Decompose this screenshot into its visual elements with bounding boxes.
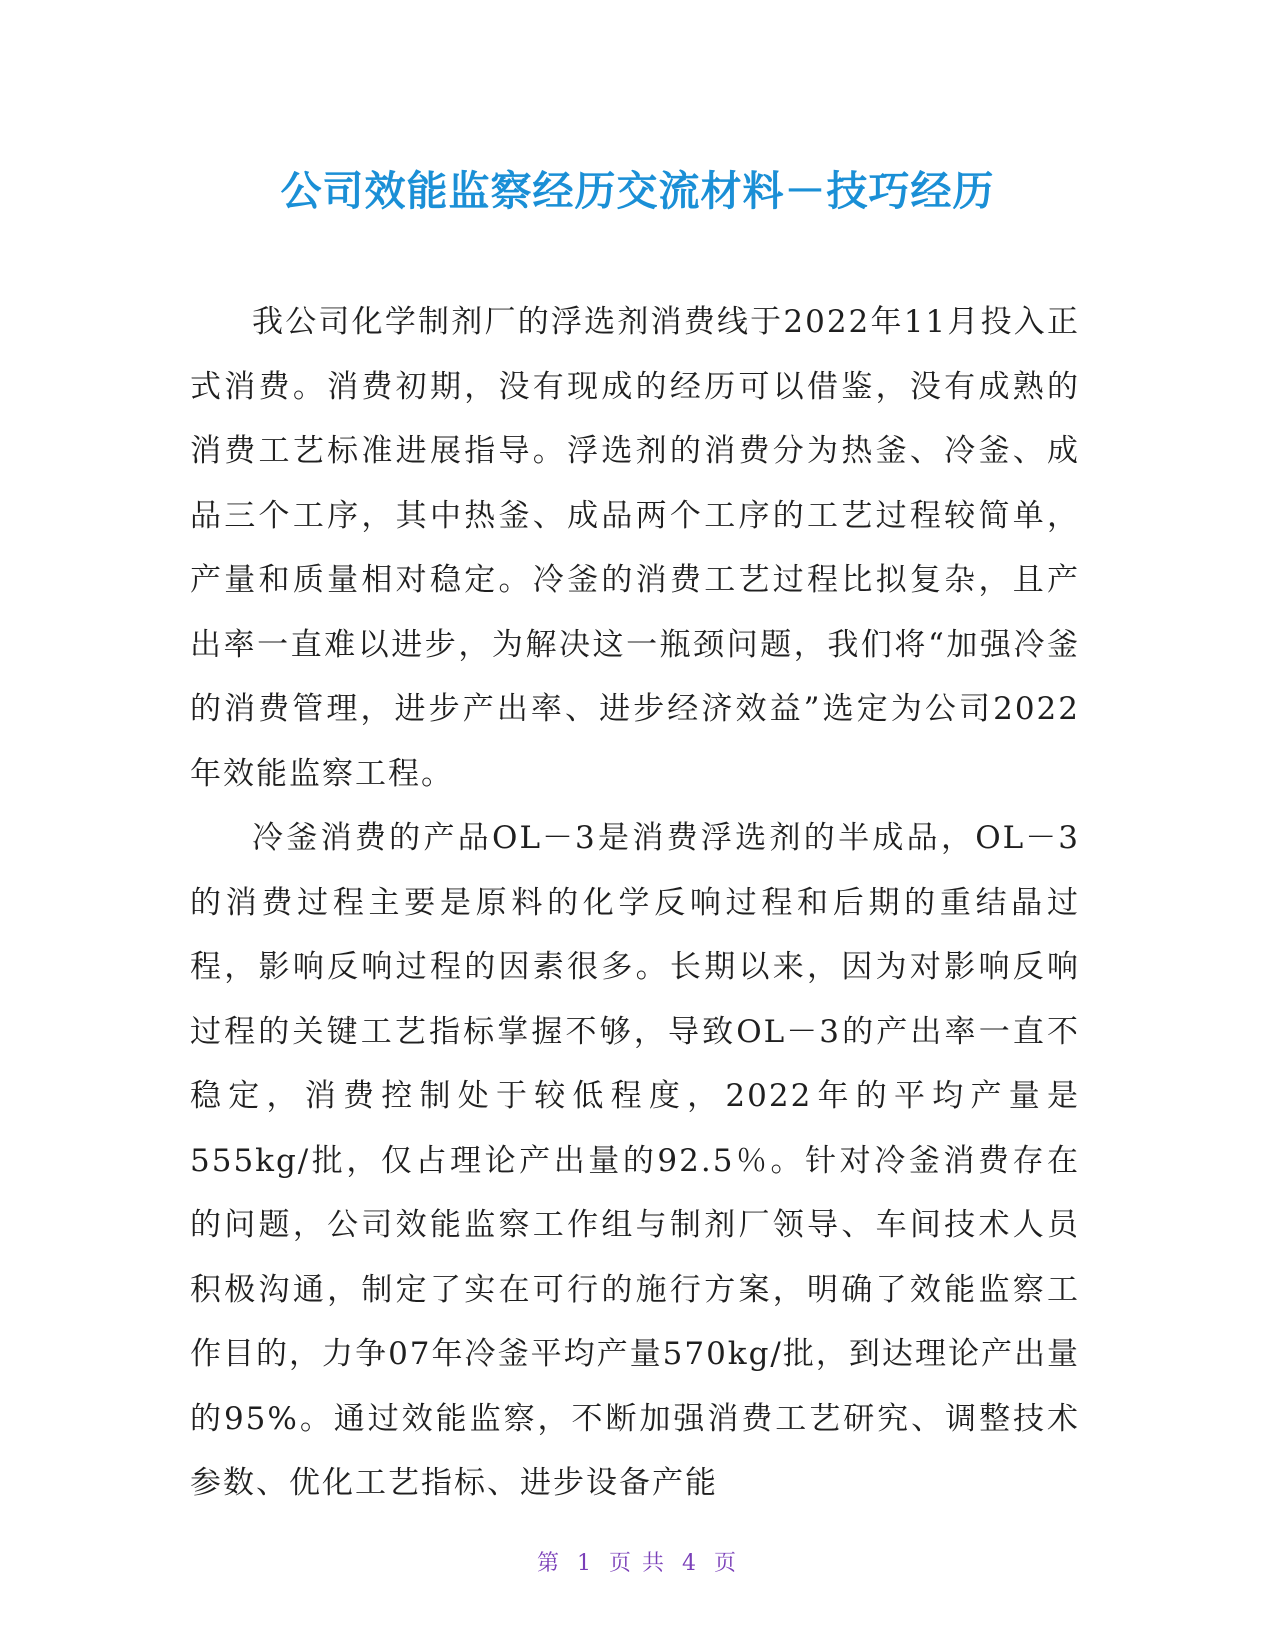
footer-current-page: 1: [577, 1551, 593, 1576]
footer-suffix: 页: [714, 1551, 739, 1576]
paragraph-2: 冷釜消费的产品OL－3是消费浮选剂的半成品，OL－3的消费过程主要是原料的化学反响过程和后期的重结晶过程，影响反响过程的因素很多。长期以来，因为对影响反响过程的关键工艺指标掌握不够，导致OL－3的产出率一直不稳定，消费控制处于较低程度，2022年的平均产量是555kg/批，仅占理论产出量的92.5％。针对冷釜消费存在的问题，公司效能监察工作组与制剂厂领导、车间技术人员积极沟通，制定了实在可行的施行方案，明确了效能监察工作目的，力争07年冷釜平均产量570kg/批，到达理论产出量的95%。通过效能监察，不断加强消费工艺研究、调整技术参数、优化工艺指标、进步设备产能: [190, 820, 1080, 1501]
footer-prefix: 第: [536, 1551, 561, 1576]
paragraph-1: 我公司化学制剂厂的浮选剂消费线于2022年11月投入正式消费。消费初期，没有现成的经历可以借鉴，没有成熟的消费工艺标准进展指导。浮选剂的消费分为热釜、冷釜、成品三个工序，其中热釜、成品两个工序的工艺过程较简单，产量和质量相对稳定。冷釜的消费工艺过程比拟复杂，且产出率一直难以进步，为解决这一瓶颈问题，我们将“加强冷釜的消费管理，进步产出率、进步经济效益”选定为公司2022年效能监察工程。: [190, 304, 1080, 792]
document-body: [190, 290, 1080, 1516]
footer-middle: 页 共: [609, 1551, 666, 1576]
document-title: 公司效能监察经历交流材料－技巧经历: [280, 167, 995, 215]
page-footer: [0, 1546, 1275, 1577]
footer-total-pages: 4: [682, 1551, 698, 1576]
